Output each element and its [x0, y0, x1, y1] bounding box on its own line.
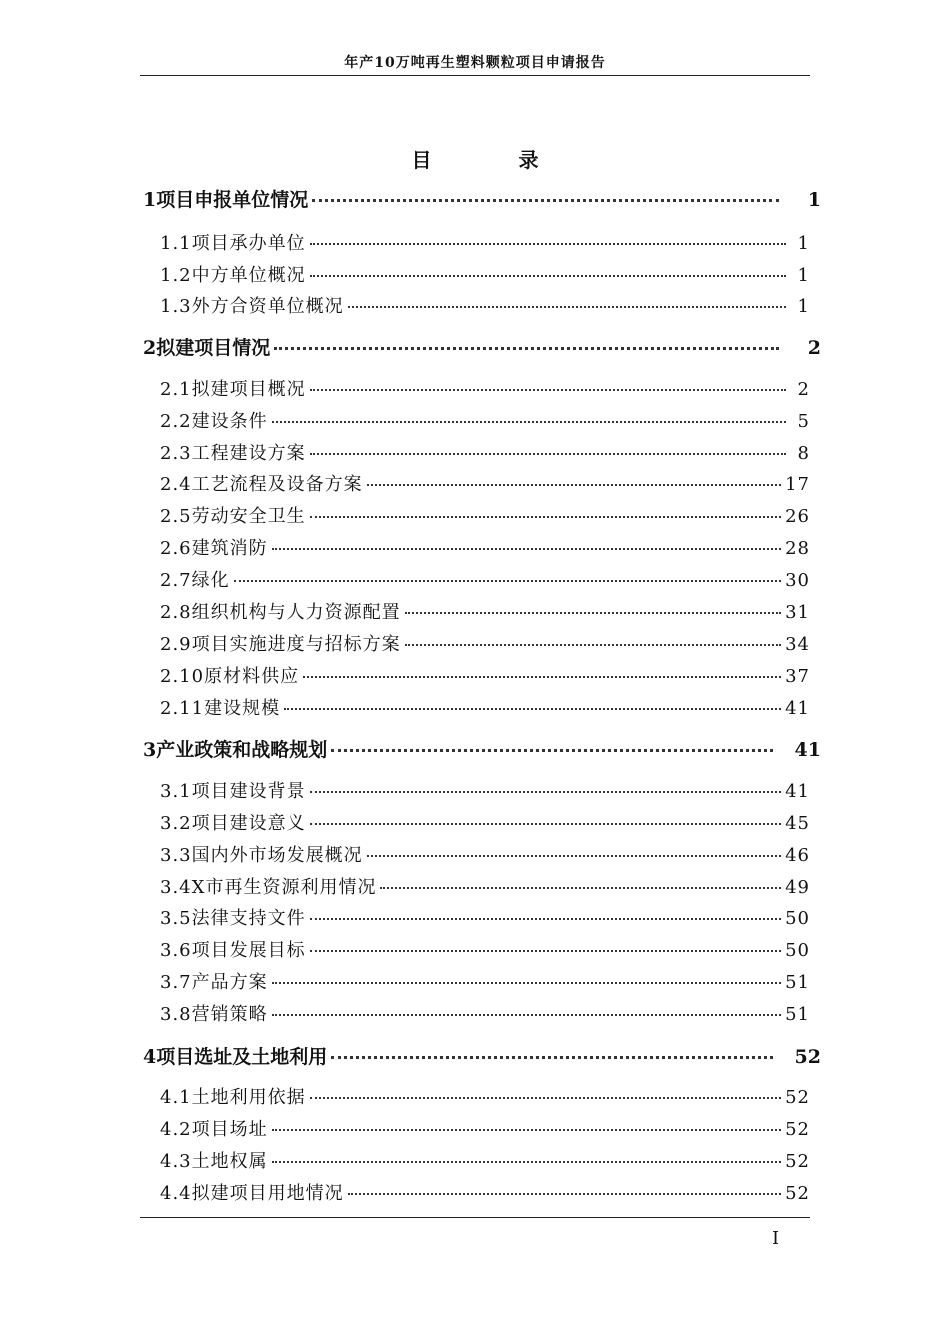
toc-dot-leader [310, 388, 786, 391]
toc-section-entry[interactable] [160, 1147, 810, 1173]
toc-entry-label: 1.2中方单位概况 [160, 265, 306, 286]
toc-entry-label: 3.4X市再生资源利用情况 [160, 877, 377, 898]
toc-entry-label: 2.11建设规模 [160, 698, 281, 719]
toc-entry-page: 41 [794, 739, 821, 761]
toc-dot-leader [310, 452, 786, 455]
toc-section-entry[interactable] [160, 630, 810, 656]
toc-entry-page: 26 [785, 506, 810, 527]
toc-entry-page: 41 [785, 698, 810, 719]
toc-entry-label: 2.4工艺流程及设备方案 [160, 474, 363, 495]
toc-dot-leader [331, 1055, 772, 1059]
running-header: 年产10万吨再生塑料颗粒项目申请报告 [344, 55, 606, 71]
toc-entry-page: 34 [785, 634, 810, 655]
toc-section-entry[interactable] [160, 1115, 810, 1141]
toc-entry-label: 1.1项目承办单位 [160, 233, 306, 254]
toc-dot-leader [234, 579, 781, 582]
toc-dot-leader [367, 483, 781, 486]
toc-entry-page: 28 [785, 538, 810, 559]
toc-section-entry[interactable] [160, 1000, 810, 1026]
toc-entry-page: 17 [785, 474, 810, 495]
toc-entry-page: 45 [785, 813, 810, 834]
toc-dot-leader [367, 854, 781, 857]
toc-entry-page: 52 [785, 1119, 810, 1140]
toc-section-entry[interactable] [160, 407, 810, 433]
toc-entry-page: 46 [785, 845, 810, 866]
toc-entry-label: 2.7绿化 [160, 570, 230, 591]
toc-entry-label: 4项目选址及土地利用 [143, 1046, 328, 1068]
toc-title: 目 录 [411, 148, 579, 172]
toc-entry-label: 2拟建项目情况 [143, 337, 271, 359]
toc-entry-page: 50 [785, 908, 810, 929]
toc-entry-label: 3.7产品方案 [160, 972, 268, 993]
toc-section-entry[interactable] [160, 809, 810, 835]
toc-dot-leader [272, 981, 781, 984]
toc-entry-page: 52 [785, 1087, 810, 1108]
toc-entry-page: 5 [797, 411, 810, 432]
toc-dot-leader [310, 822, 781, 825]
toc-dot-leader [272, 1013, 781, 1016]
toc-chapter-entry[interactable] [143, 1042, 821, 1069]
toc-entry-label: 3.8营销策略 [160, 1004, 268, 1025]
toc-entry-page: 41 [785, 781, 810, 802]
toc-dot-leader [380, 886, 781, 889]
toc-chapter-entry[interactable] [143, 333, 821, 360]
toc-section-entry[interactable] [160, 470, 810, 496]
toc-entry-page: 52 [785, 1151, 810, 1172]
toc-dot-leader [272, 1160, 781, 1163]
toc-section-entry[interactable] [160, 662, 810, 688]
toc-entry-page: 51 [785, 972, 810, 993]
toc-dot-leader [310, 242, 786, 245]
toc-entry-label: 2.3工程建设方案 [160, 443, 306, 464]
toc-dot-leader [310, 274, 786, 277]
footer-divider [140, 1217, 810, 1218]
toc-entry-page: 8 [797, 443, 810, 464]
toc-section-entry[interactable] [160, 502, 810, 528]
toc-section-entry[interactable] [160, 936, 810, 962]
toc-dot-leader [274, 346, 779, 350]
toc-entry-label: 2.8组织机构与人力资源配置 [160, 602, 401, 623]
toc-entry-label: 3产业政策和战略规划 [143, 739, 328, 761]
toc-section-entry[interactable] [160, 229, 810, 255]
toc-dot-leader [303, 675, 781, 678]
toc-entry-label: 3.5法律支持文件 [160, 908, 306, 929]
toc-section-entry[interactable] [160, 777, 810, 803]
toc-dot-leader [331, 748, 772, 752]
toc-entry-label: 2.6建筑消防 [160, 538, 268, 559]
toc-entry-page: 51 [785, 1004, 810, 1025]
toc-chapter-entry[interactable] [143, 185, 821, 212]
toc-section-entry[interactable] [160, 534, 810, 560]
toc-dot-leader [310, 1096, 781, 1099]
toc-section-entry[interactable] [160, 439, 810, 465]
toc-section-entry[interactable] [160, 1083, 810, 1109]
toc-dot-leader [348, 305, 786, 308]
toc-entry-page: 1 [807, 189, 821, 211]
toc-entry-page: 2 [797, 379, 810, 400]
toc-section-entry[interactable] [160, 904, 810, 930]
toc-entry-label: 1.3外方合资单位概况 [160, 296, 344, 317]
toc-entry-label: 2.9项目实施进度与招标方案 [160, 634, 401, 655]
toc-dot-leader [310, 790, 781, 793]
toc-entry-page: 31 [785, 602, 810, 623]
toc-dot-leader [284, 707, 781, 710]
toc-dot-leader [310, 949, 781, 952]
toc-dot-leader [272, 420, 786, 423]
toc-entry-label: 3.6项目发展目标 [160, 940, 306, 961]
toc-section-entry[interactable] [160, 292, 810, 318]
toc-entry-page: 1 [797, 265, 810, 286]
toc-section-entry[interactable] [160, 841, 810, 867]
toc-entry-page: 49 [785, 877, 810, 898]
toc-section-entry[interactable] [160, 375, 810, 401]
toc-dot-leader [272, 1128, 781, 1131]
toc-entry-page: 37 [785, 666, 810, 687]
toc-dot-leader [405, 611, 781, 614]
toc-section-entry[interactable] [160, 694, 810, 720]
toc-section-entry[interactable] [160, 873, 810, 899]
toc-entry-label: 3.1项目建设背景 [160, 781, 306, 802]
toc-entry-page: 1 [797, 296, 810, 317]
toc-entry-label: 2.1拟建项目概况 [160, 379, 306, 400]
page-number: I [772, 1228, 780, 1249]
toc-section-entry[interactable] [160, 261, 810, 287]
toc-entry-label: 2.2建设条件 [160, 411, 268, 432]
toc-dot-leader [272, 547, 781, 550]
toc-section-entry[interactable] [160, 968, 810, 994]
toc-entry-page: 1 [797, 233, 810, 254]
toc-entry-page: 30 [785, 570, 810, 591]
toc-entry-page: 50 [785, 940, 810, 961]
toc-entry-label: 3.3国内外市场发展概况 [160, 845, 363, 866]
toc-dot-leader [310, 917, 781, 920]
toc-entry-label: 2.5劳动安全卫生 [160, 506, 306, 527]
toc-entry-label: 3.2项目建设意义 [160, 813, 306, 834]
header-divider [140, 75, 810, 76]
toc-entry-page: 52 [794, 1046, 821, 1068]
toc-dot-leader [348, 1192, 781, 1195]
toc-entry-label: 1项目申报单位情况 [143, 189, 309, 211]
toc-entry-page: 52 [785, 1183, 810, 1204]
toc-section-entry[interactable] [160, 1179, 810, 1205]
toc-entry-label: 4.1土地利用依据 [160, 1087, 306, 1108]
toc-entry-label: 4.2项目场址 [160, 1119, 268, 1140]
toc-section-entry[interactable] [160, 566, 810, 592]
toc-entry-label: 4.4拟建项目用地情况 [160, 1183, 344, 1204]
toc-entry-label: 2.10原材料供应 [160, 666, 300, 687]
toc-entry-page: 2 [807, 337, 821, 359]
toc-entry-label: 4.3土地权属 [160, 1151, 268, 1172]
toc-dot-leader [405, 643, 781, 646]
toc-dot-leader [310, 515, 781, 518]
toc-dot-leader [312, 198, 779, 202]
toc-chapter-entry[interactable] [143, 735, 821, 762]
toc-section-entry[interactable] [160, 598, 810, 624]
